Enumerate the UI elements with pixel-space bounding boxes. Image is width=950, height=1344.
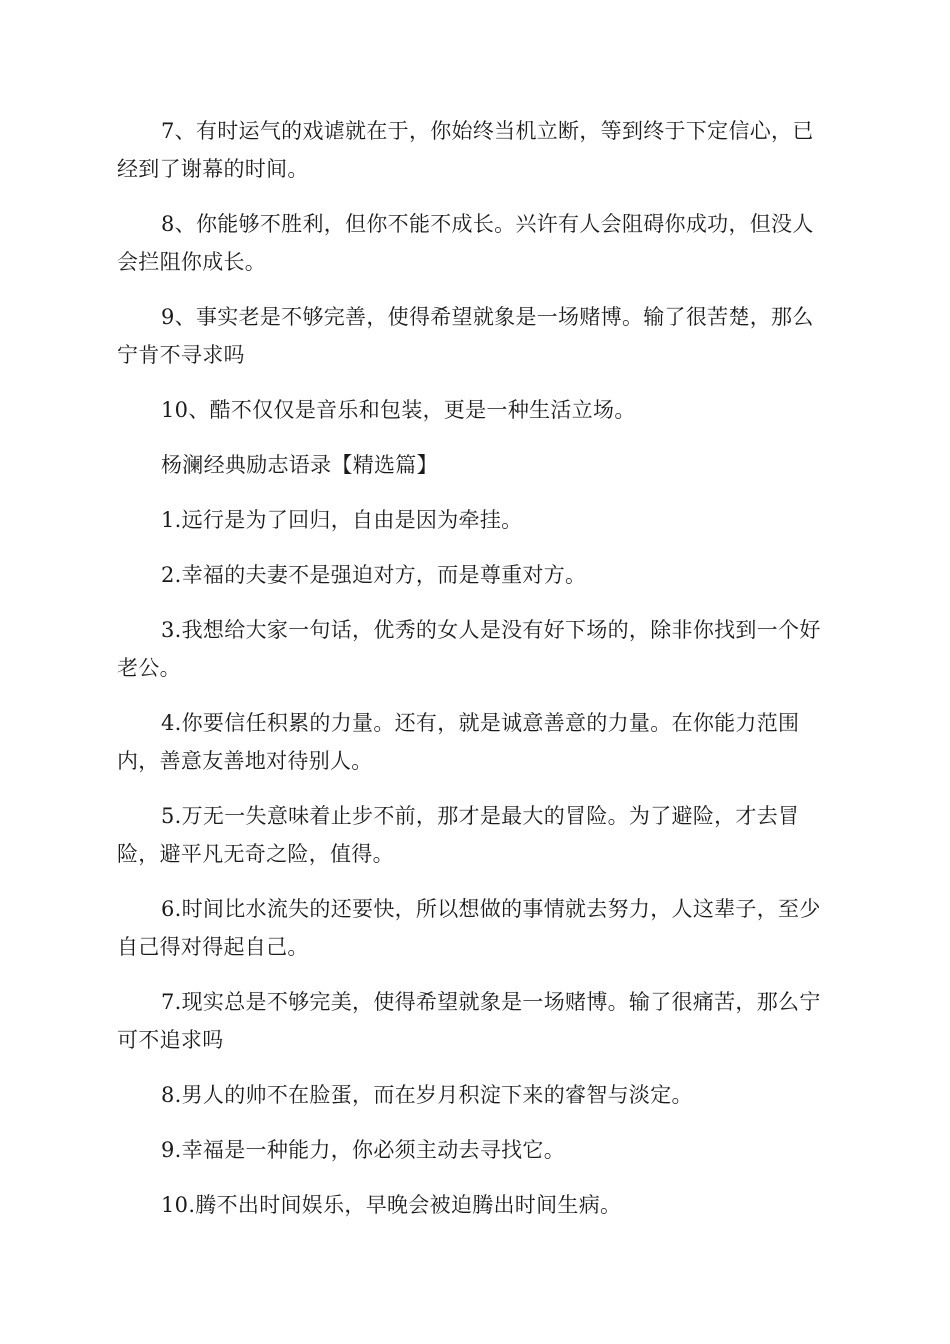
quote-9: 9.幸福是一种能力，你必须主动去寻找它。 [161, 1138, 566, 1162]
quote-1: 1.远行是为了回归，自由是因为牵挂。 [161, 508, 523, 532]
paragraph-8-growth: 8、你能够不胜利，但你不能不成长。兴许有人会阻碍你成功，但没人会拦阻你成长。 [117, 212, 814, 274]
paragraph-10-cool: 10、酷不仅仅是音乐和包装，更是一种生活立场。 [161, 398, 636, 422]
quote-8: 8.男人的帅不在脸蛋，而在岁月积淀下来的睿智与淡定。 [161, 1083, 693, 1107]
quote-6: 6.时间比水流失的还要快，所以想做的事情就去努力，人这辈子，至少自己得对得起自己。 [117, 897, 821, 959]
quote-3: 3.我想给大家一句话，优秀的女人是没有好下场的，除非你找到一个好老公。 [117, 618, 821, 680]
quote-7: 7.现实总是不够完美，使得希望就象是一场赌博。输了很痛苦，那么宁可不追求吗 [117, 990, 821, 1052]
document-body [117, 112, 833, 1241]
quote-2: 2.幸福的夫妻不是强迫对方，而是尊重对方。 [161, 563, 587, 587]
quote-5: 5.万无一失意味着止步不前，那才是最大的冒险。为了避险，才去冒险，避平凡无奇之险，值得。 [117, 804, 800, 866]
section-heading: 杨澜经典励志语录【精选篇】 [161, 453, 438, 477]
quote-10: 10.腾不出时间娱乐，早晚会被迫腾出时间生病。 [161, 1193, 622, 1217]
paragraph-7-luck: 7、有时运气的戏谑就在于，你始终当机立断，等到终于下定信心，已经到了谢幕的时间。 [117, 119, 814, 181]
paragraph-9-hope: 9、事实老是不够完善，使得希望就象是一场赌博。输了很苦楚，那么宁肯不寻求吗 [117, 305, 814, 367]
quote-4: 4.你要信任积累的力量。还有，就是诚意善意的力量。在你能力范围内，善意友善地对待别人。 [117, 711, 800, 773]
